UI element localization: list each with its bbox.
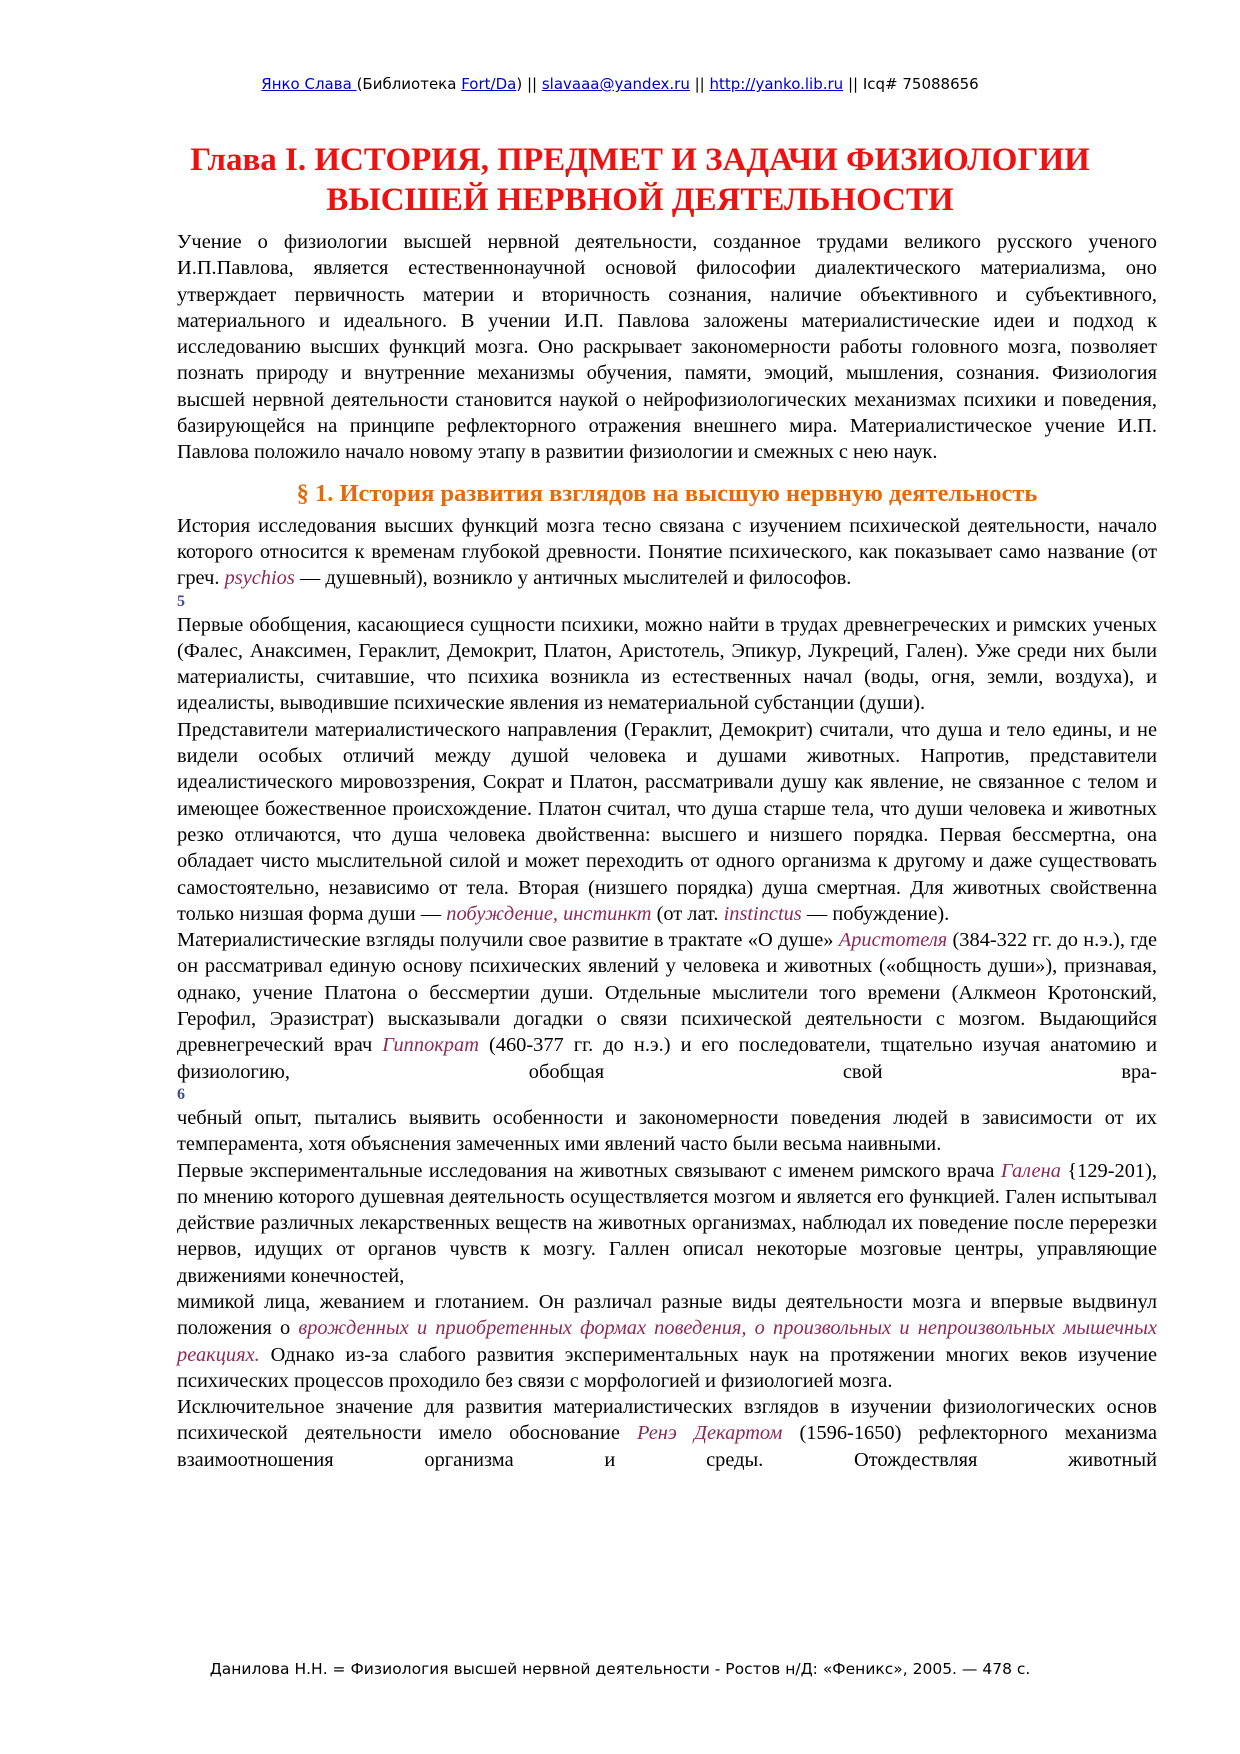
term-aristotle: Аристотеля xyxy=(838,929,948,952)
term-behavior-forms: врожденных и приобретенных формах поведения, о произвольных и непроизвольных мышечных реакциях. xyxy=(177,1317,1157,1366)
term-galen: Галена xyxy=(1000,1159,1061,1182)
header-text-library: (Библиотека xyxy=(356,75,462,93)
intro-paragraph: Учение о физиологии высшей нервной деятельности, созданное трудами великого русского ученого И.П.Павлова, является естественнонаучной основой философии диалектического материализма, оно утверждает первичность материи и вторичность сознания, наличие объективного и субъективного, материального и идеального. В учении И.П. Павлова заложены материалистические идеи и подход к исследованию высших функций мозга. Оно раскрывает закономерности работы головного мозга, позволяет познать природу и внутренние механизмы обучения, памяти, эмоций, мышления, сознания. Физиология высшей нервной деятельности становится наукой о нейрофизиологических механизмах психики и поведения, базирующейся на принципе рефлекторного отражения внешнего мира. Материалистическое учение И.П. Павлова положило начало новому этапу в развитии физиологии и смежных с нею наук. xyxy=(177,231,1157,464)
paragraph-8: Исключительное значение для развития материалистических взглядов в изучении физиологических основ психической деятельности имело обоснование Ренэ Декартом (1596-1650) рефлекторного механизма взаимоотношения организма и среды. Отождествляя животный xyxy=(177,1396,1157,1471)
term-instinctus: instinctus xyxy=(723,902,802,925)
paragraph-6: Первые экспериментальные исследования на животных связывают с именем римского врача Галена {129-201), по мнению которого душевная деятельность осуществляется мозгом и является его функцией. Гален испытывал действие различных лекарственных веществ на животных организмах, наблюдал их поведение после перерезки нервов, идущих от органов чувств к мозгу. Галлен описал некоторые мозговые центры, управляющие движениями конечностей, xyxy=(177,1159,1157,1287)
paragraph-1: История исследования высших функций мозга тесно связана с изучением психической деятельности, начало которого относится к временам глубокой древности. Понятие психического, как показывает само название (от греч. psychios — душевный), возникло у античных мыслителей и философов. xyxy=(177,514,1157,590)
header-separator: || xyxy=(689,75,710,93)
term-instinct: побуждение, инстинкт xyxy=(446,902,652,925)
paragraph-2: Первые обобщения, касающиеся сущности психики, можно найти в трудах древнегреческих и римских ученых (Фалес, Анаксимен, Гераклит, Демокрит, Платон, Аристотель, Эпикур, Лукреций, Гален). Уже среди них были материалисты, считавшие, что психика возникла из естественных начал (воды, огня, земли, воздуха), и идеалисты, выводившие психические явления из нематериальной субстанции (души). xyxy=(177,613,1157,715)
site-link[interactable]: http://yanko.lib.ru xyxy=(709,75,844,93)
page-header xyxy=(0,74,1240,94)
email-link[interactable]: slavaaa@yandex.ru xyxy=(541,75,690,93)
term-psychios: psychios xyxy=(224,567,295,590)
section-title: § 1. История развития взглядов на высшую нервную деятельность xyxy=(296,479,1038,507)
paragraph-3: Представители материалистического направления (Гераклит, Демокрит) считали, что душа и тело едины, и не видели особых отличий между душой человека и душами животных. Напротив, представители идеалистического мировоззрения, Сократ и Платон, рассматривали душу как явление, не связанное с телом и имеющее божественное происхождение. Платон считал, что душа старше тела, что души человека и животных резко отличаются, что душа человека двойственна: высшего и низшего порядка. Первая бессмертна, она обладает чисто мыслительной силой и может переходить от одного организма к другому и даже существовать самостоятельно, независимо от тела. Вторая (низшего порядка) душа смертная. Для животных свойственна только низшая форма души — побуждение, инстинкт (от лат. instinctus — побуждение). xyxy=(177,718,1157,925)
document-body xyxy=(177,229,1157,1473)
chapter-title: Глава I. ИСТОРИЯ, ПРЕДМЕТ И ЗАДАЧИ ФИЗИОЛОГИИ ВЫСШЕЙ НЕРВНОЙ ДЕЯТЕЛЬНОСТИ xyxy=(190,142,1090,218)
paragraph-5: чебный опыт, пытались выявить особенности и закономерности поведения людей в зависимости от их темперамента, хотя объяснения замеченных ими явлений часто были весьма наивными. xyxy=(177,1106,1157,1156)
page-number: 5 xyxy=(177,592,185,610)
term-hippocrates: Гиппократ xyxy=(382,1034,479,1057)
library-link[interactable]: Fort/Da xyxy=(461,75,517,93)
author-link[interactable]: Янко Слава xyxy=(261,75,357,93)
term-descartes: Ренэ Декартом xyxy=(637,1422,783,1445)
paragraph-7: мимикой лица, жеванием и глотанием. Он различал разные виды деятельности мозга и впервые выдвинул положения о врожденных и приобретенных формах поведения, о произвольных и непроизвольных мышечных реакциях. Однако из-за слабого развития экспериментальных наук на протяжении многих веков изучение психических процессов проходило без связи с морфологией и физиологией мозга. xyxy=(177,1290,1157,1392)
page-number: 6 xyxy=(177,1085,185,1103)
paragraph-4: Материалистические взгляды получили свое развитие в трактате «О душе» Аристотеля (384-322 гг. до н.э.), где он рассматривал единую основу психических явлений у человека и животных («общность души»), признавая, однако, учение Платона о бессмертии души. Отдельные мыслители того времени (Алкмеон Кротонский, Герофил, Эразистрат) высказывали догадки о связи психической деятельности с мозгом. Выдающийся древнегреческий врач Гиппократ (460-377 гг. до н.э.) и его последователи, тщательно изучая анатомию и физиологию, обобщая свой вра- xyxy=(177,929,1157,1083)
header-separator: ) || xyxy=(516,75,542,93)
header-icq: || Icq# 75088656 xyxy=(843,75,979,93)
page-footer: Данилова Н.Н. = Физиология высшей нервной деятельности - Ростов н/Д: «Феникс», 2005. — 478 с. xyxy=(209,1660,1031,1678)
